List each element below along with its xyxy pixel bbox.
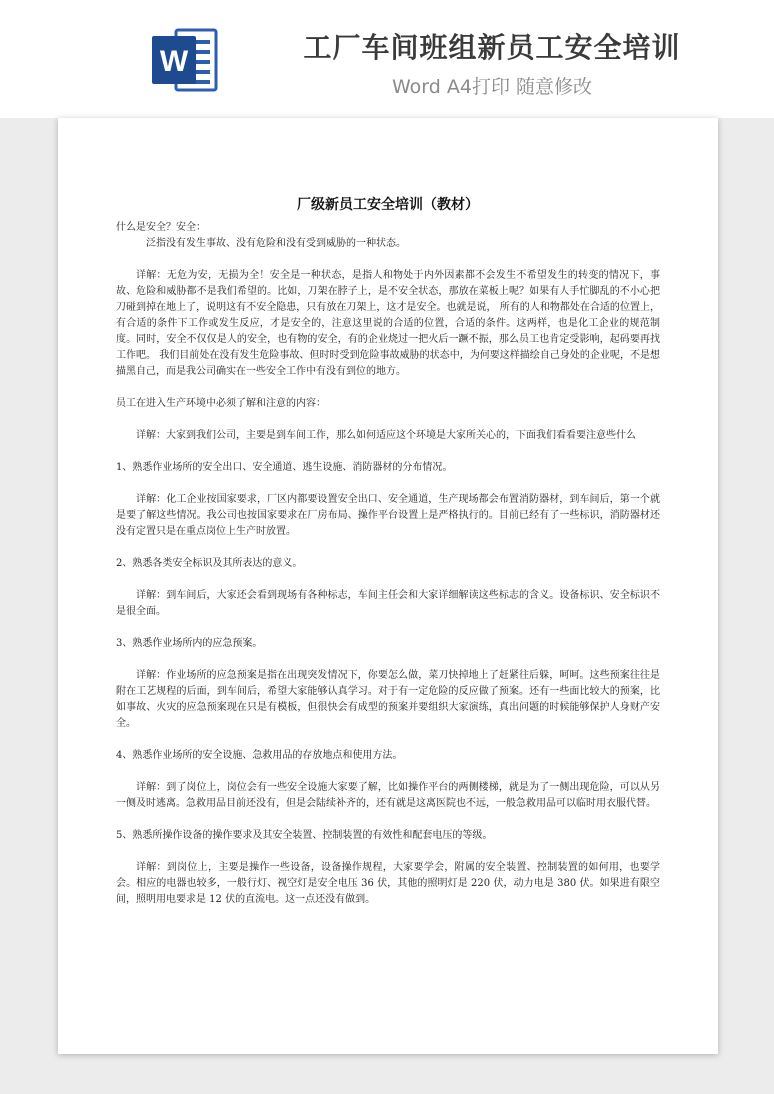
paragraph: 5、熟悉所操作设备的操作要求及其安全装置、控制装置的有效性和配套电压的等级。 — [116, 830, 493, 841]
page-subtitle: Word A4打印 随意修改 — [391, 76, 592, 98]
header-banner — [0, 0, 774, 118]
paragraph: 4、熟悉作业场所的安全设施、急救用品的存放地点和使用方法。 — [116, 750, 403, 761]
document-page — [58, 118, 718, 1054]
paragraph: 详解：到车间后，大家还会看到现场有各种标志，车间主任会和大家详细解读这些标志的含义。设备标识、安全标识不是很全面。 — [116, 590, 660, 617]
paragraph: 3、熟悉作业场所内的应急预案。 — [116, 638, 263, 649]
document-title: 厂级新员工安全培训（教材） — [297, 197, 479, 213]
paragraph: 详解：化工企业按国家要求，厂区内都要设置安全出口、安全通道，生产现场都会布置消防器材，到车间后，第一个就是要了解这些情况。我公司也按国家要求在厂房布局、操作平台设置上是严格执行的。目前已经有了一些标识，消防器材还没有定置只是在重点岗位上生产时放置。 — [116, 494, 660, 537]
document-body — [116, 220, 660, 908]
paragraph: 详解：作业场所的应急预案是指在出现突发情况下，你要怎么做，菜刀快掉地上了赶紧往后躲，呵呵。这些预案往往是附在工艺规程的后面，到车间后，希望大家能够认真学习。对于有一定危险的反应做了预案。还有一些面比较大的预案，比如事故、火灾的应急预案现在只是有模板，但很快会有成型的预案并要组织大家演练，真出问题的时候能够保护人身财产安全。 — [116, 670, 660, 729]
paragraph: 什么是安全？安全： — [116, 222, 206, 233]
paragraph: 员工在进入生产环境中必须了解和注意的内容： — [116, 398, 326, 409]
word-icon — [150, 24, 220, 96]
word-icon-letter: W — [159, 45, 189, 78]
paragraph: 详解：大家到我们公司，主要是到车间工作，那么如何适应这个环境是大家所关心的，下面我们看看要注意些什么 — [136, 430, 636, 441]
paragraph: 详解：到了岗位上，岗位会有一些安全设施大家要了解，比如操作平台的两侧楼梯，就是为了一侧出现危险，可以从另一侧及时逃离。急救用品目前还没有，但是会陆续补齐的，还有就是这离医院也不远，一般急救用品可以临时用衣服代替。 — [116, 782, 660, 809]
paragraph: 1、熟悉作业场所的安全出口、安全通道、逃生设施、消防器材的分布情况。 — [116, 462, 453, 473]
paragraph: 详解：无危为安，无损为全！安全是一种状态，是指人和物处于内外因素都不会发生不希望发生的转变的情况下，事故、危险和威胁都不是我们希望的。比如，刀架在脖子上，是不安全状态，那放在菜板上呢？如果有人手忙脚乱的不小心把刀碰到掉在地上了，说明这有不安全隐患，只有放在刀架上，这才是安全。也就是说， 所有的人和物都处在合适的位置上，有合适的条件下工作或发生反应，才是安全的，注意这里说的合适的位置，合适的条件。这两样，也是化工企业的规范制度。同时，安全不仅仅是人的安全，也有物的安全，有的企业烧过一把火后一蹶不振，那么员工也肯定受影响，起码要再找工作吧。 我们目前处在没有发生危险事故、但时时受到危险事故威胁的状态中，为何要这样描绘自己身处的企业呢，不是想描黑自己，而是我公司确实在一些安全工作中有没有到位的地方。 — [116, 270, 660, 377]
paragraph: 2、熟悉各类安全标识及其所表达的意义。 — [116, 558, 303, 569]
page-title: 工厂车间班组新员工安全培训 — [303, 31, 681, 64]
paragraph: 详解：到岗位上，主要是操作一些设备，设备操作规程，大家要学会，附属的安全装置、控制装置的如何用，也要学会。相应的电器也较多，一般行灯、视空灯是安全电压 36 伏，其他的照明灯是 220 伏，动力电是 380 伏。如果进有限空间，照明用电要求是 12 伏的直流电。这一点还没有做到。 — [116, 862, 660, 905]
paragraph: 泛指没有发生事故、没有危险和没有受到威胁的一种状态。 — [146, 238, 406, 249]
